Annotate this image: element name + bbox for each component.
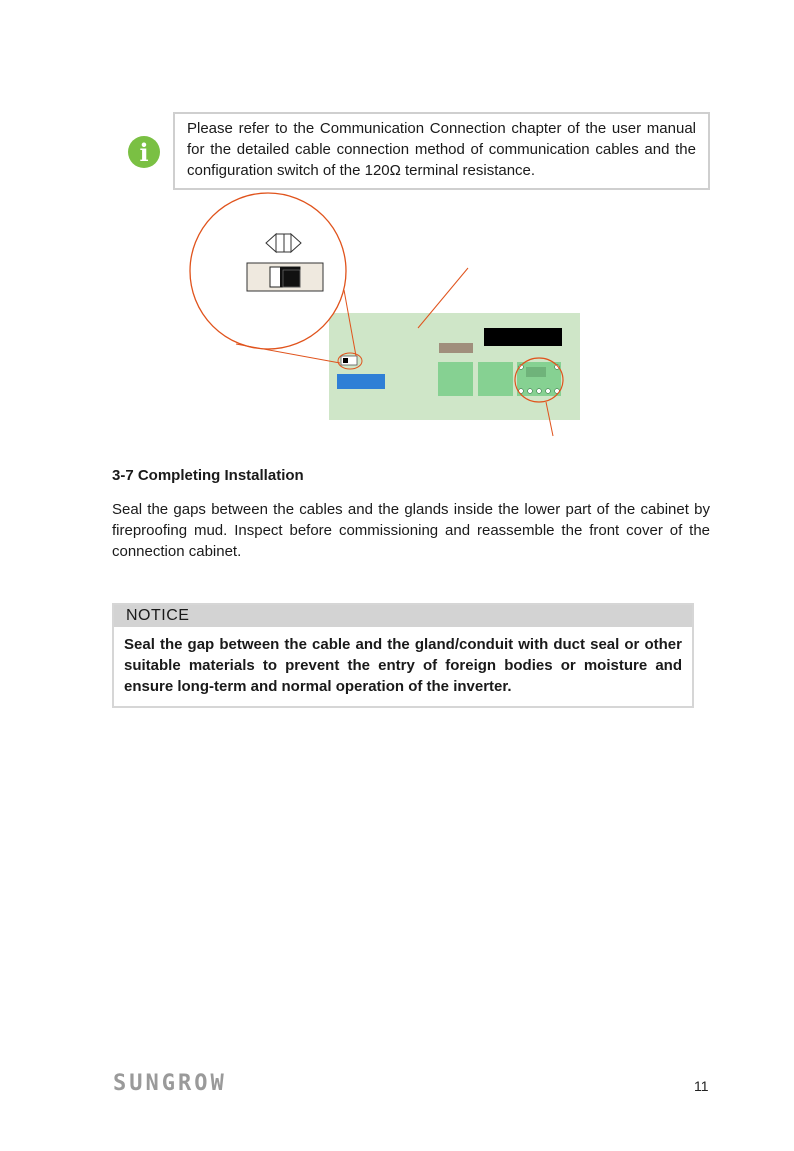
section-title: 3-7 Completing Installation: [112, 467, 304, 484]
sungrow-logo: SUNGROW: [113, 1071, 227, 1096]
wiring-diagram: [0, 0, 794, 460]
blue-connector: [337, 374, 385, 389]
notice-box: [112, 603, 694, 708]
notice-header: NOTICE: [114, 605, 692, 627]
board-brown-component: [439, 343, 473, 353]
info-icon: i: [128, 136, 160, 168]
page-number: 11: [694, 1078, 709, 1094]
terminal-block-2: [478, 362, 513, 396]
terminal-inner: [526, 367, 546, 377]
info-note: Please refer to the Communication Connection chapter of the user manual for the detailed cable connection method of communication cables and the configuration switch of the 120Ω terminal resistance.: [173, 112, 710, 190]
board-label-block: [484, 328, 562, 346]
terminal-block-1: [438, 362, 473, 396]
notice-body: Seal the gap between the cable and the gland/conduit with duct seal or other suitable materials to prevent the entry of foreign bodies or moisture and ensure long-term and normal operation of the inverter.: [124, 636, 682, 695]
section-body: Seal the gaps between the cables and the glands inside the lower part of the cabinet by fireproofing mud. Inspect before commissioning and reassemble the front cover of the connection cabinet.: [112, 501, 710, 560]
